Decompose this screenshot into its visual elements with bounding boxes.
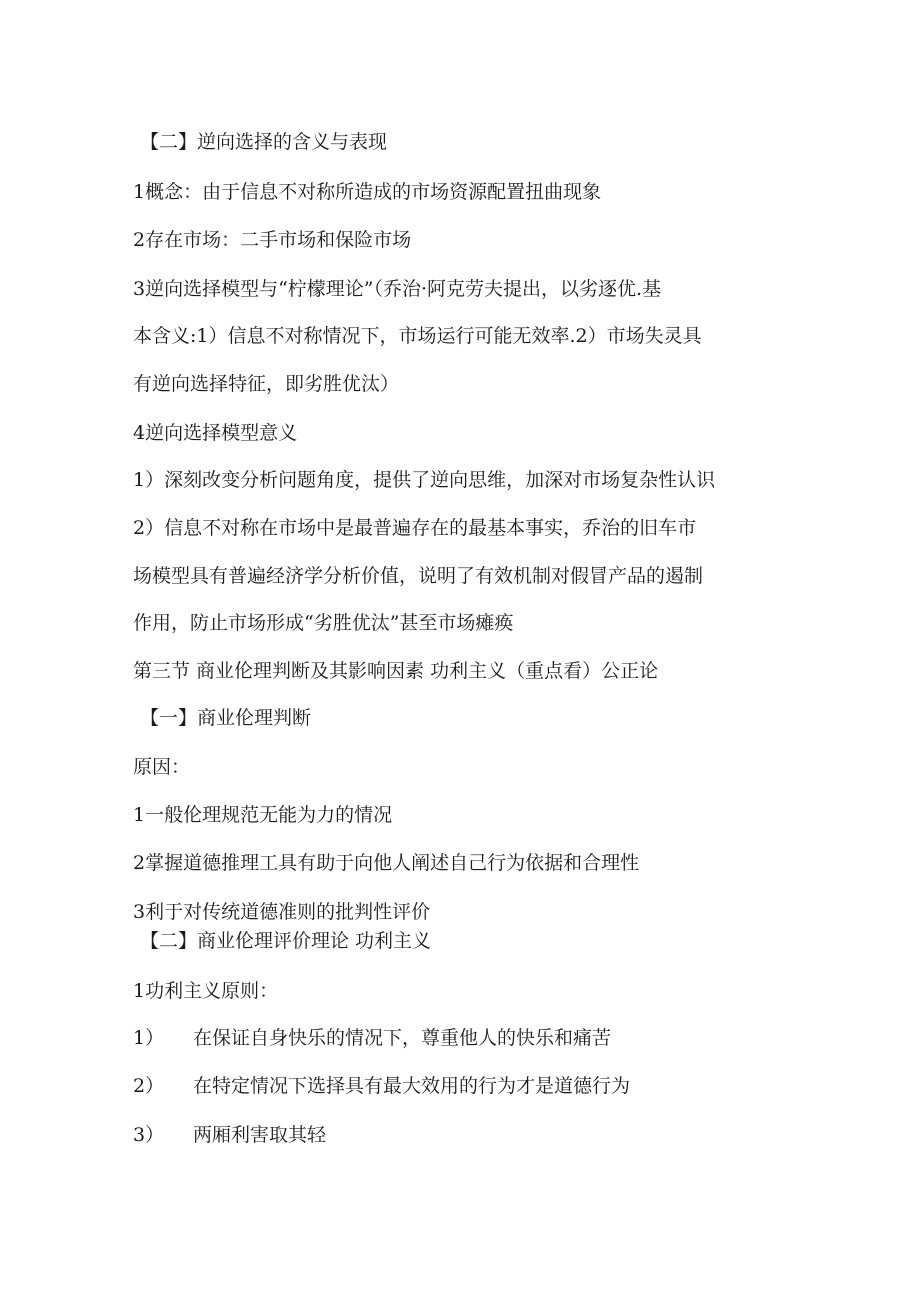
paragraph-reason-3: 3利于对传统道德准则的批判性评价 <box>133 901 431 923</box>
list-item-text: 在保证自身快乐的情况下，尊重他人的快乐和痛苦 <box>193 1027 612 1049</box>
section-heading-ethical-judgment: 【一】商业伦理判断 <box>140 707 312 729</box>
paragraph-significance-2-line2: 场模型具有普遍经济学分析价值，说明了有效机制对假冒产品的遏制 <box>133 565 704 587</box>
paragraph-utilitarian-principles: 1功利主义原则： <box>133 980 279 1002</box>
paragraph-lemon-theory-line2: 本含义:1）信息不对称情况下，市场运行可能无效率.2）市场失灵具 <box>133 325 702 347</box>
section-heading-utilitarianism: 【二】商业伦理评价理论 功利主义 <box>140 930 432 952</box>
paragraph-reason-2: 2掌握道德推理工具有助于向他人阐述自己行为依据和合理性 <box>133 852 640 874</box>
paragraph-lemon-theory-line3: 有逆向选择特征，即劣胜优汰） <box>133 373 400 395</box>
list-item-number: 2） <box>133 1075 165 1097</box>
paragraph-model-significance: 4逆向选择模型意义 <box>133 422 298 444</box>
list-item-text: 两厢利害取其轻 <box>193 1124 327 1146</box>
section-heading-adverse-selection: 【二】逆向选择的含义与表现 <box>140 131 388 153</box>
list-item-number: 3） <box>133 1124 165 1146</box>
list-item-number: 1） <box>133 1027 165 1049</box>
list-item-text: 在特定情况下选择具有最大效用的行为才是道德行为 <box>193 1075 631 1097</box>
paragraph-markets: 2存在市场：二手市场和保险市场 <box>133 229 412 251</box>
paragraph-concept: 1概念：由于信息不对称所造成的市场资源配置扭曲现象 <box>133 181 602 203</box>
paragraph-significance-2-line1: 2）信息不对称在市场中是最普遍存在的最基本事实，乔治的旧车市 <box>133 517 697 539</box>
paragraph-significance-2-line3: 作用，防止市场形成“劣胜优汰”甚至市场瘫痪 <box>133 612 514 634</box>
paragraph-reason-1: 1一般伦理规范无能为力的情况 <box>133 804 393 826</box>
section-title-chapter-three: 第三节 商业伦理判断及其影响因素 功利主义（重点看）公正论 <box>133 660 659 682</box>
paragraph-reasons-label: 原因： <box>133 756 191 778</box>
paragraph-lemon-theory-line1: 3逆向选择模型与“柠檬理论”（乔治·阿克劳夫提出，以劣逐优.基 <box>133 278 662 300</box>
paragraph-significance-1: 1）深刻改变分析问题角度，提供了逆向思维，加深对市场复杂性认识 <box>133 469 716 491</box>
